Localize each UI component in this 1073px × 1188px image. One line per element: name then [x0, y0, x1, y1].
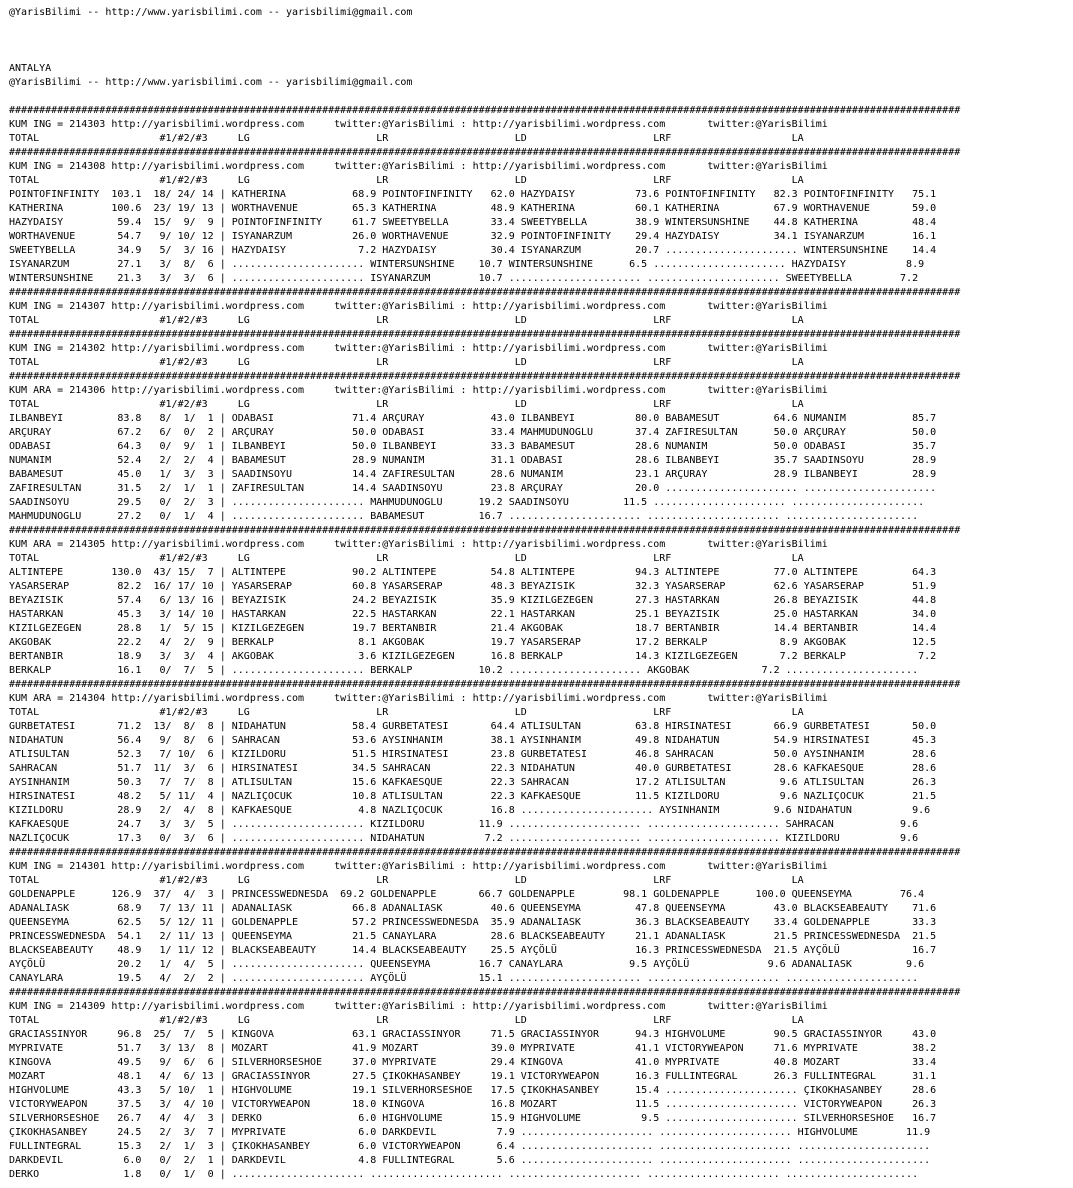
- blank-line: [9, 20, 960, 34]
- race-header-line: KUM ING = 214308 http://yarisbilimi.wordpress.com twitter:@YarisBilimi : http://yarisbilimi.wordpress.com twitter:@YarisBilimi: [9, 161, 828, 172]
- credit-line: @YarisBilimi -- http://www.yarisbilimi.com -- yarisbilimi@gmail.com: [9, 7, 413, 18]
- horse-row: YASARSERAP 82.2 16/ 17/ 10 | YASARSERAP 60.8 YASARSERAP 48.3 BEYAZISIK 32.3 YASARSERAP 62.6 YASARSERAP 51.9: [9, 581, 937, 592]
- column-header-line: TOTAL #1/#2/#3 LG LR LD LRF LA: [9, 133, 804, 144]
- separator-line: ##############################################################################################################################################################: [9, 987, 961, 998]
- horse-row: WORTHAVENUE 54.7 9/ 10/ 12 | ISYANARZUM 26.0 WORTHAVENUE 32.9 POINTOFINFINITY 29.4 HAZYDAISY 34.1 ISYANARZUM 16.1: [9, 231, 937, 242]
- column-header-line: TOTAL #1/#2/#3 LG LR LD LRF LA: [9, 553, 804, 564]
- race-header-line: KUM ING = 214309 http://yarisbilimi.wordpress.com twitter:@YarisBilimi : http://yarisbilimi.wordpress.com twitter:@YarisBilimi: [9, 1001, 828, 1012]
- horse-row: VICTORYWEAPON 37.5 3/ 4/ 10 | VICTORYWEAPON 18.0 KINGOVA 16.8 MOZART 11.5 ...................... VICTORYWEAPON 26.3: [9, 1099, 937, 1110]
- column-header-line: TOTAL #1/#2/#3 LG LR LD LRF LA: [9, 1015, 804, 1026]
- horse-row: CANAYLARA 19.5 4/ 2/ 2 | ...................... AYÇÖLÜ 15.1 ...................... ...................... ......................: [9, 973, 919, 984]
- horse-row: AYÇÖLÜ 20.2 1/ 4/ 5 | ...................... QUEENSEYMA 16.7 CANAYLARA 9.5 AYÇÖLÜ 9.6 ADANALIASK 9.6: [9, 959, 925, 970]
- horse-row: KAFKAESQUE 24.7 3/ 3/ 5 | ...................... KIZILDORU 11.9 ...................... ...................... SAHRACAN 9.6: [9, 819, 919, 830]
- horse-row: KIZILDORU 28.9 2/ 4/ 8 | KAFKAESQUE 4.8 NAZLIÇOCUK 16.8 ...................... AYSINHANIM 9.6 NIDAHATUN 9.6: [9, 805, 931, 816]
- race-header-line: KUM ING = 214307 http://yarisbilimi.wordpress.com twitter:@YarisBilimi : http://yarisbilimi.wordpress.com twitter:@YarisBilimi: [9, 301, 828, 312]
- horse-row: PRINCESSWEDNESDA 54.1 2/ 11/ 13 | QUEENSEYMA 21.5 CANAYLARA 28.6 BLACKSEABEAUTY 21.1 ADANALIASK 21.5 PRINCESSWEDNESDA 21.5: [9, 931, 937, 942]
- race-header-line: KUM ARA = 214305 http://yarisbilimi.wordpress.com twitter:@YarisBilimi : http://yarisbilimi.wordpress.com twitter:@YarisBilimi: [9, 539, 828, 550]
- horse-row: BLACKSEABEAUTY 48.9 1/ 11/ 12 | BLACKSEABEAUTY 14.4 BLACKSEABEAUTY 25.5 AYÇÖLÜ 16.3 PRINCESSWEDNESDA 21.5 AYÇÖLÜ 16.7: [9, 945, 937, 956]
- horse-row: MOZART 48.1 4/ 6/ 13 | GRACIASSINYOR 27.5 ÇIKOKHASANBEY 19.1 VICTORYWEAPON 16.3 FULLINTEGRAL 26.3 FULLINTEGRAL 31.1: [9, 1071, 937, 1082]
- separator-line: ##############################################################################################################################################################: [9, 679, 961, 690]
- column-header-line: TOTAL #1/#2/#3 LG LR LD LRF LA: [9, 357, 804, 368]
- column-header-line: TOTAL #1/#2/#3 LG LR LD LRF LA: [9, 175, 804, 186]
- horse-row: GRACIASSINYOR 96.8 25/ 7/ 5 | KINGOVA 63.1 GRACIASSINYOR 71.5 GRACIASSINYOR 94.3 HIGHVOLUME 90.5 GRACIASSINYOR 43.0: [9, 1029, 937, 1040]
- horse-row: DERKO 1.8 0/ 1/ 0 | ...................... ...................... ...................... ...................... ......................: [9, 1169, 919, 1180]
- race-header-line: KUM ARA = 214306 http://yarisbilimi.wordpress.com twitter:@YarisBilimi : http://yarisbilimi.wordpress.com twitter:@YarisBilimi: [9, 385, 828, 396]
- horse-row: SILVERHORSESHOE 26.7 4/ 4/ 3 | DERKO 6.0 HIGHVOLUME 15.9 HIGHVOLUME 9.5 ...................... SILVERHORSESHOE 16.7: [9, 1113, 937, 1124]
- text-document: [9, 6, 960, 1182]
- column-header-line: TOTAL #1/#2/#3 LG LR LD LRF LA: [9, 707, 804, 718]
- horse-row: DARKDEVIL 6.0 0/ 2/ 1 | DARKDEVIL 4.8 FULLINTEGRAL 5.6 ...................... ...................... ......................: [9, 1155, 931, 1166]
- horse-row: HIRSINATESI 48.2 5/ 11/ 4 | NAZLIÇOCUK 10.8 ATLISULTAN 22.3 KAFKAESQUE 11.5 KIZILDORU 9.6 NAZLIÇOCUK 21.5: [9, 791, 937, 802]
- race-header-line: KUM ARA = 214304 http://yarisbilimi.wordpress.com twitter:@YarisBilimi : http://yarisbilimi.wordpress.com twitter:@YarisBilimi: [9, 693, 828, 704]
- horse-row: NUMANIM 52.4 2/ 2/ 4 | BABAMESUT 28.9 NUMANIM 31.1 ODABASI 28.6 ILBANBEYI 35.7 SAADINSOYU 28.9: [9, 455, 937, 466]
- city-title: ANTALYA: [9, 63, 52, 74]
- blank-line: [9, 90, 960, 104]
- horse-row: AKGOBAK 22.2 4/ 2/ 9 | BERKALP 8.1 AKGOBAK 19.7 YASARSERAP 17.2 BERKALP 8.9 AKGOBAK 12.5: [9, 637, 937, 648]
- separator-line: ##############################################################################################################################################################: [9, 371, 961, 382]
- horse-row: ARÇURAY 67.2 6/ 0/ 2 | ARÇURAY 50.0 ODABASI 33.4 MAHMUDUNOGLU 37.4 ZAFIRESULTAN 50.0 ARÇURAY 50.0: [9, 427, 937, 438]
- horse-row: KATHERINA 100.6 23/ 19/ 13 | WORTHAVENUE 65.3 KATHERINA 48.9 KATHERINA 60.1 KATHERINA 67.9 WORTHAVENUE 59.0: [9, 203, 937, 214]
- horse-row: HIGHVOLUME 43.3 5/ 10/ 1 | HIGHVOLUME 19.1 SILVERHORSESHOE 17.5 ÇIKOKHASANBEY 15.4 ...................... ÇIKOKHASANBEY 28.6: [9, 1085, 937, 1096]
- horse-row: KINGOVA 49.5 9/ 6/ 6 | SILVERHORSESHOE 37.0 MYPRIVATE 29.4 KINGOVA 41.0 MYPRIVATE 40.8 MOZART 33.4: [9, 1057, 937, 1068]
- race-header-line: KUM ING = 214303 http://yarisbilimi.wordpress.com twitter:@YarisBilimi : http://yarisbilimi.wordpress.com twitter:@YarisBilimi: [9, 119, 828, 130]
- horse-row: BEYAZISIK 57.4 6/ 13/ 16 | BEYAZISIK 24.2 BEYAZISIK 35.9 KIZILGEZEGEN 27.3 HASTARKAN 26.8 BEYAZISIK 44.8: [9, 595, 937, 606]
- separator-line: ##############################################################################################################################################################: [9, 147, 961, 158]
- horse-row: MAHMUDUNOGLU 27.2 0/ 1/ 4 | ...................... BABAMESUT 16.7 ...................... ...................... ......................: [9, 511, 919, 522]
- horse-row: ODABASI 64.3 0/ 9/ 1 | ILBANBEYI 50.0 ILBANBEYI 33.3 BABAMESUT 28.6 NUMANIM 50.0 ODABASI 35.7: [9, 441, 937, 452]
- separator-line: ##############################################################################################################################################################: [9, 525, 961, 536]
- horse-row: GOLDENAPPLE 126.9 37/ 4/ 3 | PRINCESSWEDNESDA 69.2 GOLDENAPPLE 66.7 GOLDENAPPLE 98.1 GOLDENAPPLE 100.0 QUEENSEYMA 76.4: [9, 889, 925, 900]
- horse-row: ATLISULTAN 52.3 7/ 10/ 6 | KIZILDORU 51.5 HIRSINATESI 23.8 GURBETATESI 46.8 SAHRACAN 50.0 AYSINHANIM 28.6: [9, 749, 937, 760]
- credit-line: @YarisBilimi -- http://www.yarisbilimi.com -- yarisbilimi@gmail.com: [9, 77, 413, 88]
- race-header-line: KUM ING = 214301 http://yarisbilimi.wordpress.com twitter:@YarisBilimi : http://yarisbilimi.wordpress.com twitter:@YarisBilimi: [9, 861, 828, 872]
- horse-row: BERKALP 16.1 0/ 7/ 5 | ...................... BERKALP 10.2 ...................... AKGOBAK 7.2 ......................: [9, 665, 919, 676]
- horse-row: SAADINSOYU 29.5 0/ 2/ 3 | ...................... MAHMUDUNOGLU 19.2 SAADINSOYU 11.5 ...................... ......................: [9, 497, 925, 508]
- horse-row: ÇIKOKHASANBEY 24.5 2/ 3/ 7 | MYPRIVATE 6.0 DARKDEVIL 7.9 ...................... ...................... HIGHVOLUME 11.9: [9, 1127, 931, 1138]
- horse-row: SWEETYBELLA 34.9 5/ 3/ 16 | HAZYDAISY 7.2 HAZYDAISY 30.4 ISYANARZUM 20.7 ...................... WINTERSUNSHINE 14.4: [9, 245, 937, 256]
- horse-row: MYPRIVATE 51.7 3/ 13/ 8 | MOZART 41.9 MOZART 39.0 MYPRIVATE 41.1 VICTORYWEAPON 71.6 MYPRIVATE 38.2: [9, 1043, 937, 1054]
- horse-row: QUEENSEYMA 62.5 5/ 12/ 11 | GOLDENAPPLE 57.2 PRINCESSWEDNESDA 35.9 ADANALIASK 36.3 BLACKSEABEAUTY 33.4 GOLDENAPPLE 33.3: [9, 917, 937, 928]
- horse-row: NIDAHATUN 56.4 9/ 8/ 6 | SAHRACAN 53.6 AYSINHANIM 38.1 AYSINHANIM 49.8 NIDAHATUN 54.9 HIRSINATESI 45.3: [9, 735, 937, 746]
- separator-line: ##############################################################################################################################################################: [9, 847, 961, 858]
- horse-row: ISYANARZUM 27.1 3/ 8/ 6 | ...................... WINTERSUNSHINE 10.7 WINTERSUNSHINE 6.5 ...................... HAZYDAISY 8.9: [9, 259, 925, 270]
- horse-row: ALTINTEPE 130.0 43/ 15/ 7 | ALTINTEPE 90.2 ALTINTEPE 54.8 ALTINTEPE 94.3 ALTINTEPE 77.0 ALTINTEPE 64.3: [9, 567, 937, 578]
- horse-row: BABAMESUT 45.0 1/ 3/ 3 | SAADINSOYU 14.4 ZAFIRESULTAN 28.6 NUMANIM 23.1 ARÇURAY 28.9 ILBANBEYI 28.9: [9, 469, 937, 480]
- horse-row: HAZYDAISY 59.4 15/ 9/ 9 | POINTOFINFINITY 61.7 SWEETYBELLA 33.4 SWEETYBELLA 38.9 WINTERSUNSHINE 44.8 KATHERINA 48.4: [9, 217, 937, 228]
- column-header-line: TOTAL #1/#2/#3 LG LR LD LRF LA: [9, 875, 804, 886]
- horse-row: SAHRACAN 51.7 11/ 3/ 6 | HIRSINATESI 34.5 SAHRACAN 22.3 NIDAHATUN 40.0 GURBETATESI 28.6 KAFKAESQUE 28.6: [9, 763, 937, 774]
- horse-row: GURBETATESI 71.2 13/ 8/ 8 | NIDAHATUN 58.4 GURBETATESI 64.4 ATLISULTAN 63.8 HIRSINATESI 66.9 GURBETATESI 50.0: [9, 721, 937, 732]
- blank-line: [9, 48, 960, 62]
- horse-row: BERTANBIR 18.9 3/ 3/ 4 | AKGOBAK 3.6 KIZILGEZEGEN 16.8 BERKALP 14.3 KIZILGEZEGEN 7.2 BERKALP 7.2: [9, 651, 937, 662]
- separator-line: ##############################################################################################################################################################: [9, 287, 961, 298]
- horse-row: ZAFIRESULTAN 31.5 2/ 1/ 1 | ZAFIRESULTAN 14.4 SAADINSOYU 23.8 ARÇURAY 20.0 ...................... ......................: [9, 483, 937, 494]
- horse-row: AYSINHANIM 50.3 7/ 7/ 8 | ATLISULTAN 15.6 KAFKAESQUE 22.3 SAHRACAN 17.2 ATLISULTAN 9.6 ATLISULTAN 26.3: [9, 777, 937, 788]
- column-header-line: TOTAL #1/#2/#3 LG LR LD LRF LA: [9, 399, 804, 410]
- separator-line: ##############################################################################################################################################################: [9, 105, 961, 116]
- column-header-line: TOTAL #1/#2/#3 LG LR LD LRF LA: [9, 315, 804, 326]
- horse-row: FULLINTEGRAL 15.3 2/ 1/ 3 | ÇIKOKHASANBEY 6.0 VICTORYWEAPON 6.4 ...................... ...................... ......................: [9, 1141, 931, 1152]
- horse-row: ILBANBEYI 83.8 8/ 1/ 1 | ODABASI 71.4 ARÇURAY 43.0 ILBANBEYI 80.0 BABAMESUT 64.6 NUMANIM 85.7: [9, 413, 937, 424]
- horse-row: NAZLIÇOCUK 17.3 0/ 3/ 6 | ...................... NIDAHATUN 7.2 ...................... ...................... KIZILDORU 9.6: [9, 833, 919, 844]
- separator-line: ##############################################################################################################################################################: [9, 329, 961, 340]
- horse-row: POINTOFINFINITY 103.1 18/ 24/ 14 | KATHERINA 68.9 POINTOFINFINITY 62.0 HAZYDAISY 73.6 POINTOFINFINITY 82.3 POINTOFINFINITY 75.1: [9, 189, 937, 200]
- horse-row: KIZILGEZEGEN 28.8 1/ 5/ 15 | KIZILGEZEGEN 19.7 BERTANBIR 21.4 AKGOBAK 18.7 BERTANBIR 14.4 BERTANBIR 14.4: [9, 623, 937, 634]
- horse-row: HASTARKAN 45.3 3/ 14/ 10 | HASTARKAN 22.5 HASTARKAN 22.1 HASTARKAN 25.1 BEYAZISIK 25.0 HASTARKAN 34.0: [9, 609, 937, 620]
- horse-row: WINTERSUNSHINE 21.3 3/ 3/ 6 | ...................... ISYANARZUM 10.7 ...................... ...................... SWEETYBELLA 7.2: [9, 273, 919, 284]
- blank-line: [9, 34, 960, 48]
- horse-row: ADANALIASK 68.9 7/ 13/ 11 | ADANALIASK 66.8 ADANALIASK 40.6 QUEENSEYMA 47.8 QUEENSEYMA 43.0 BLACKSEABEAUTY 71.6: [9, 903, 937, 914]
- race-header-line: KUM ING = 214302 http://yarisbilimi.wordpress.com twitter:@YarisBilimi : http://yarisbilimi.wordpress.com twitter:@YarisBilimi: [9, 343, 828, 354]
